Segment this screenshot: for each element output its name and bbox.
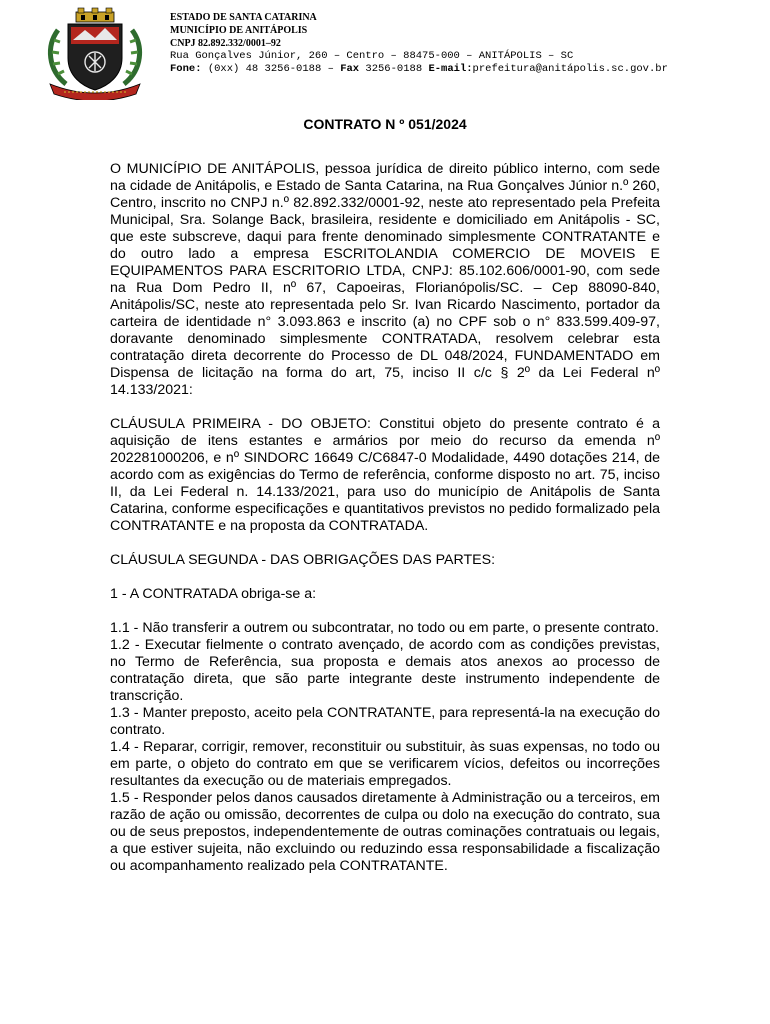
email-address: prefeitura@anitápolis.sc.gov.br	[472, 63, 668, 75]
fax-label: Fax	[340, 63, 360, 75]
separator: –	[327, 63, 334, 75]
obligation-item: 1.4 - Reparar, corrigir, remover, reconstituir ou substituir, às suas expensas, no todo ou em parte, o objeto do contrato em que se verificarem vícios, defeitos ou incorreções resultantes da execução ou de materiais empregados.	[110, 739, 660, 789]
preamble-paragraph: O MUNICÍPIO DE ANITÁPOLIS, pessoa jurídica de direito público interno, com sede na cidade de Anitápolis, e Estado de Santa Catarina, na Rua Gonçalves Júnior n.º 260, Centro, inscrito no CNPJ n.º 82.892.332/0001-92, neste ato representado pela Prefeita Municipal, Sra. Solange Back, brasileira, residente e domiciliado em Anitápolis - SC, que este subscreve, daqui para frente denominado simplesmente CONTRATANTE e do outro lado a empresa ESCRITOLANDIA COMERCIO DE MOVEIS E EQUIPAMENTOS PARA ESCRITORIO LTDA, CNPJ: 85.102.606/0001-90, com sede na Rua Dom Pedro II, nº 67, Capoeiras, Florianópolis/SC. – Cep 88090-840, Anitápolis/SC, neste ato representada pelo Sr. Ivan Ricardo Nascimento, portador da carteira de identidade n° 3.093.863 e inscrito (a) no CPF sob o n° 833.599.409-97, doravante denominado simplesmente CONTRATADA, resolvem celebrar esta contratação direta decorrente do Processo de DL 048/2024, FUNDAMENTADO em Dispensa de licitação na forma do art, 75, inciso II c/c § 2º da Lei Federal nº 14.133/2021:	[110, 161, 660, 398]
address-line: Rua Gonçalves Júnior, 260 – Centro – 88475-000 – ANITÁPOLIS – SC	[170, 50, 574, 62]
contract-title: CONTRATO N º 051/2024	[303, 116, 467, 132]
phone-number: (0xx) 48 3256-0188	[207, 63, 322, 75]
email-label: E-mail:	[428, 63, 473, 75]
letterhead	[170, 11, 668, 76]
obligation-item: 1.1 - Não transferir a outrem ou subcontratar, no todo ou em parte, o presente contrato.	[110, 620, 659, 636]
state-name: ESTADO DE SANTA CATARINA	[170, 12, 317, 23]
contact-line	[170, 63, 668, 76]
municipal-coat-of-arms-icon	[40, 6, 150, 100]
obligations-intro: 1 - A CONTRATADA obriga-se a:	[110, 586, 317, 602]
municipality-name: MUNICÍPIO DE ANITÁPOLIS	[170, 25, 308, 36]
obligation-item: 1.3 - Manter preposto, aceito pela CONTRATANTE, para representá-la na execução do contrato.	[110, 705, 660, 738]
obligation-item: 1.5 - Responder pelos danos causados diretamente à Administração ou a terceiros, em razão de ação ou omissão, decorrentes de culpa ou dolo na execução do contrato, sua ou de seus prepostos, independentemente de outras cominações contratuais ou legais, a que estiver sujeita, não excluindo ou reduzindo essa responsabilidade a fiscalização ou acompanhamento realizado pela CONTRATANTE.	[110, 790, 660, 874]
cnpj-line: CNPJ 82.892.332/0001–92	[170, 38, 281, 49]
clause-one-paragraph: CLÁUSULA PRIMEIRA - DO OBJETO: Constitui objeto do presente contrato é a aquisição de itens estantes e armários por meio do recurso da emenda nº 202281000206, e nº SINDORC 16649 C/C6847-0 Modalidade, 4490 dotações 214, de acordo com as exigências do Termo de referência, conforme disposto no art. 75, inciso II, da Lei Federal n. 14.133/2021, para uso do município de Anitápolis de Santa Catarina, conforme especificações e quantitativos previstos no pedido formalizado pela CONTRATANTE e na proposta da CONTRATADA.	[110, 416, 660, 534]
fax-number: 3256-0188	[365, 63, 423, 75]
contract-body	[110, 161, 660, 875]
obligation-item: 1.2 - Executar fielmente o contrato avençado, de acordo com as condições previstas, no Termo de Referência, sua proposta e demais atos anexos ao processo de contratação direta, que são parte integrante deste instrumento independente de transcrição.	[110, 637, 660, 704]
clause-two-heading: CLÁUSULA SEGUNDA - DAS OBRIGAÇÕES DAS PARTES:	[110, 552, 496, 568]
phone-label: Fone:	[170, 63, 202, 75]
